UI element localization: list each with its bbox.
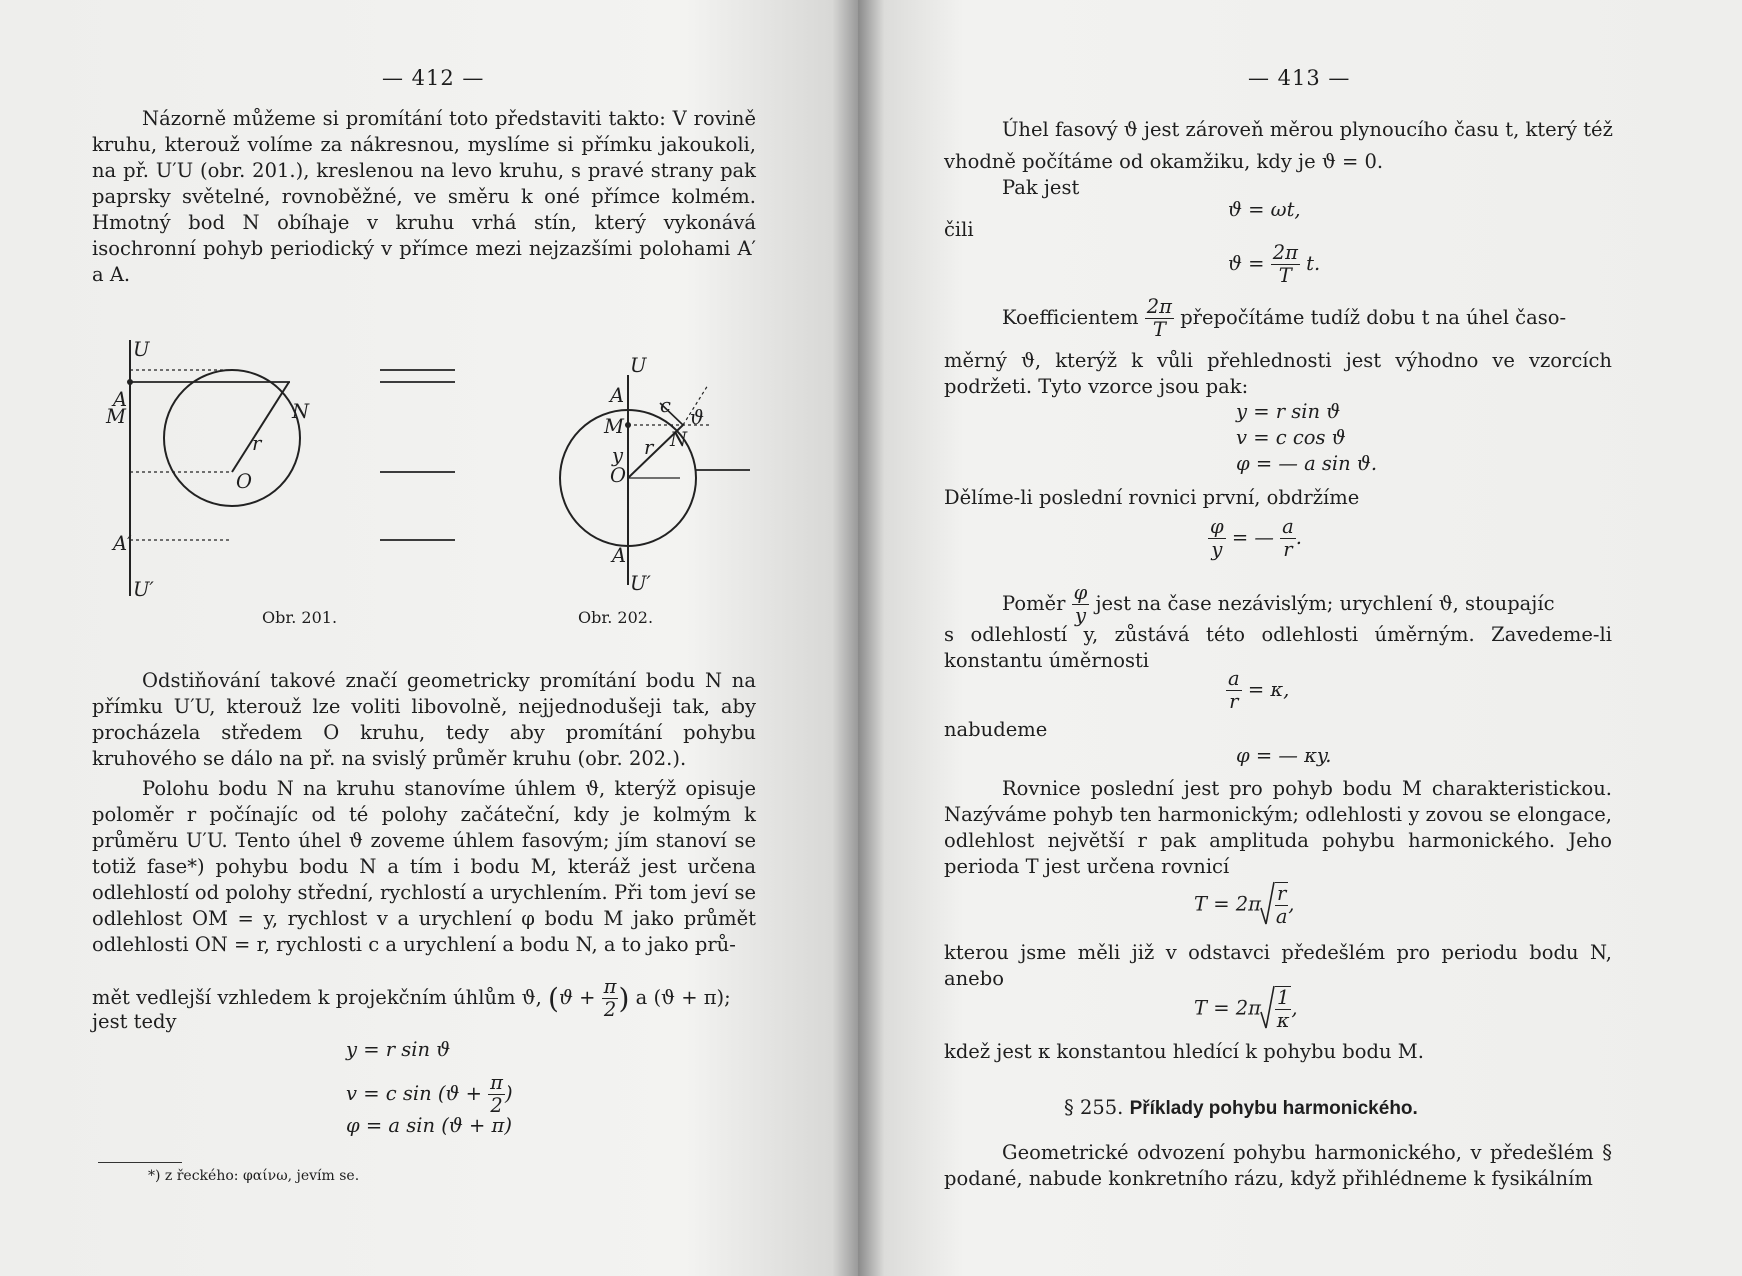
line-vhodne: vhodně počítáme od okamžiku, kdy je ϑ = 0. — [944, 150, 1384, 173]
paragraph-text: měrný ϑ, kterýž k vůli přehlednosti jest výhodno ve vzorcích podržeti. Tyto vzorce jsou pak: — [944, 349, 1612, 398]
projection-line: mět vedlejší vzhledem k projekčním úhlům ϑ, (ϑ + $\frac{\pi}{2}$ ) a (ϑ + π); — [92, 975, 731, 1021]
fig202-caption: Obr. 202. — [578, 608, 654, 627]
fraction-pi-2: $\frac{\pi}{2}$ — [490, 1071, 503, 1117]
equation-lhs: ϑ = — [1228, 252, 1265, 275]
koefficientem-line — [1002, 296, 1566, 341]
koef-text-b: přepočítáme tudíž dobu t na úhel časo- — [1180, 306, 1567, 329]
koef-text: Koefficientem — [1002, 306, 1139, 329]
section-heading — [1064, 1096, 1418, 1120]
equation-period-a: T = 2π $\frac{r}{a}$ , — [1194, 882, 1295, 928]
paragraph-text: Geometrické odvození pohybu harmonického, v předešlém § podané, nabude konkretního rázu, když přihlédneme k fysikálním — [944, 1141, 1612, 1190]
pomer-line: Poměr $\frac{\varphi}{y}$ jest na čase nezávislým; urychlení ϑ, stoupajíc — [1002, 581, 1555, 627]
footnote-rule — [98, 1162, 182, 1163]
fig202-label-y: y — [612, 444, 624, 467]
paragraph-last — [944, 1140, 1612, 1192]
equation-kappa: φ = — κy. — [1236, 744, 1332, 767]
fig201-label-o: O — [236, 470, 252, 493]
equation-phi-sin: φ = — a sin ϑ. — [1236, 452, 1378, 475]
equation-theta-2pi: ϑ = $\frac{2\pi}{T}$ t. — [1228, 241, 1321, 287]
figure-201 — [110, 330, 510, 630]
fig202-label-u: U — [630, 354, 647, 377]
footnote: *) z řeckého: φαίνω, jevím se. — [148, 1168, 360, 1184]
cili: čili — [944, 218, 974, 241]
fig201-label-m: M — [106, 405, 126, 428]
pomer-text: Poměr — [1002, 592, 1066, 615]
paragraph-text: Odstiňování takové značí geometricky promítání bodu N na přímku U′U, kterouž lze voliti libovolně, nejjednodušeji tak, aby procházela středem O kruhu, tedy aby promítání pohybu kruhového se dálo na př. na svislý průměr kruhu (obr. 202.). — [92, 669, 756, 770]
page-number-left: — 412 — — [382, 66, 485, 90]
paragraph-text: Polohu bodu N na kruhu stanovíme úhlem ϑ, kterýž opisuje poloměr r počínajíc od té polohy začáteční, kdy je kolmým k průměru U′U. Tento úhel ϑ zoveme úhlem fasovým; jím stanoví se totiž fase*) pohybu bodu N a tím i bodu M, kteráž jest určena odlehlostí od polohy střední, rychlostí a urychlením. Při tom jeví se odlehlost OM = y, rychlost v a urychlení φ bodu M jako průmět odlehlosti ON = r, rychlosti c a urychlení a bodu N, a to jako prů- — [92, 777, 756, 956]
fig202-label-a: A — [610, 384, 625, 407]
fig202-label-o: O — [610, 464, 626, 487]
fig201-caption: Obr. 201. — [262, 608, 338, 627]
paragraph-text: s odlehlostí y, zůstává této odlehlosti úměrným. Zavedeme-li konstantu úměrnosti — [944, 623, 1612, 672]
projection-end: a (ϑ + π); — [635, 986, 731, 1009]
page-number-right: — 413 — — [1248, 66, 1351, 90]
right-page — [858, 0, 1742, 1276]
kdez-line: kdež jest κ konstantou hledící k pohybu bodu M. — [944, 1040, 1424, 1063]
fig202-label-n: N — [670, 428, 688, 451]
equation-kappa-def: $\frac{a}{r}$ = κ, — [1228, 667, 1290, 713]
fig201-label-n: N — [292, 400, 310, 423]
delime-line: Dělíme-li poslední rovnici první, obdržíme — [944, 486, 1360, 509]
equation-v: v = c sin (ϑ + $\frac{\pi}{2}$ ) — [346, 1071, 513, 1117]
fig202-label-m: M — [604, 415, 624, 438]
nabudeme: nabudeme — [944, 718, 1048, 741]
paragraph-odlehlost — [944, 622, 1612, 674]
fraction-2pi-t: $\frac{2\pi}{T}$ — [1272, 241, 1298, 287]
equation-y: y = r sin ϑ — [346, 1038, 451, 1061]
section-number: § 255. — [1064, 1096, 1124, 1119]
equation-v-cos: v = c cos ϑ — [1236, 426, 1346, 449]
paragraph-phase — [92, 776, 756, 958]
fig201-label-a-prime: A′ — [113, 532, 132, 555]
fig202-label-r: r — [644, 436, 654, 459]
pomer-text-b: jest na čase nezávislým; urychlení ϑ, stoupajíc — [1095, 592, 1555, 615]
equation-period-kappa: T = 2π $\frac{1}{\kappa}$ , — [1194, 986, 1298, 1032]
line-fasovy: Úhel fasový ϑ jest zároveň měrou plynoucího času t, který též — [1002, 118, 1613, 141]
fraction-2pi-t: $\frac{2\pi}{T}$ — [1146, 295, 1172, 341]
fig201-label-r: r — [252, 432, 262, 455]
jest-tedy: jest tedy — [92, 1010, 177, 1033]
fig202-label-theta: ϑ — [690, 406, 704, 429]
fig202-label-c: c — [660, 394, 671, 417]
section-title: Příklady pohybu harmonického. — [1129, 1098, 1418, 1119]
fig202-label-u-prime: U′ — [630, 572, 651, 595]
paragraph-harmonic — [944, 776, 1612, 880]
paragraph-projection — [92, 668, 756, 772]
fig201-label-u-prime: U′ — [133, 578, 154, 601]
paragraph-merny — [944, 348, 1612, 400]
equation-y-sin: y = r sin ϑ — [1236, 400, 1341, 423]
fig201-label-a: A — [113, 388, 128, 411]
fig202-label-a-bottom: A — [612, 544, 627, 567]
equation-omega-t: ϑ = ωt, — [1228, 198, 1301, 221]
fig201-label-u: U — [133, 338, 150, 361]
left-page — [0, 0, 858, 1276]
pak-jest: Pak jest — [1002, 176, 1080, 199]
equation-phi: φ = a sin (ϑ + π) — [346, 1114, 512, 1137]
equation-ratio: $\frac{\varphi}{y}$ = — $\frac{a}{r}$ . — [1210, 515, 1302, 561]
paragraph-text: Rovnice poslední jest pro pohyb bodu M charakteristickou. Nazýváme pohyb ten harmonickým; odlehlosti y zovou se elongace, odlehlost největší r pak amplituda pohybu harmonického. Jeho perioda T jest určena rovnicí — [944, 777, 1612, 878]
paragraph-text: kterou jsme měli již v odstavci předešlém pro periodu bodu N, anebo — [944, 941, 1612, 990]
paragraph-intro — [92, 106, 756, 288]
fraction-pi-2: $\frac{\pi}{2}$ — [603, 975, 617, 1021]
paragraph-text: Názorně můžeme si promítání toto představiti takto: V rovině kruhu, kterouž volíme za nákresnou, myslíme si přímku jakoukoli, na př. U′U (obr. 201.), kreslenou na levo kruhu, s pravé strany pak paprsky světelné, rovnoběžné, ve směru k oné přímce kolmém. Hmotný bod N obíhaje v kruhu vrhá stín, který vykonává isochronní pohyb periodický v přímce mezi nejzazšími polohami A′ a A. — [92, 107, 756, 286]
equation-v-text: v = c sin (ϑ + — [346, 1082, 482, 1105]
projection-text: mět vedlejší vzhledem k projekčním úhlům ϑ, — [92, 986, 542, 1009]
